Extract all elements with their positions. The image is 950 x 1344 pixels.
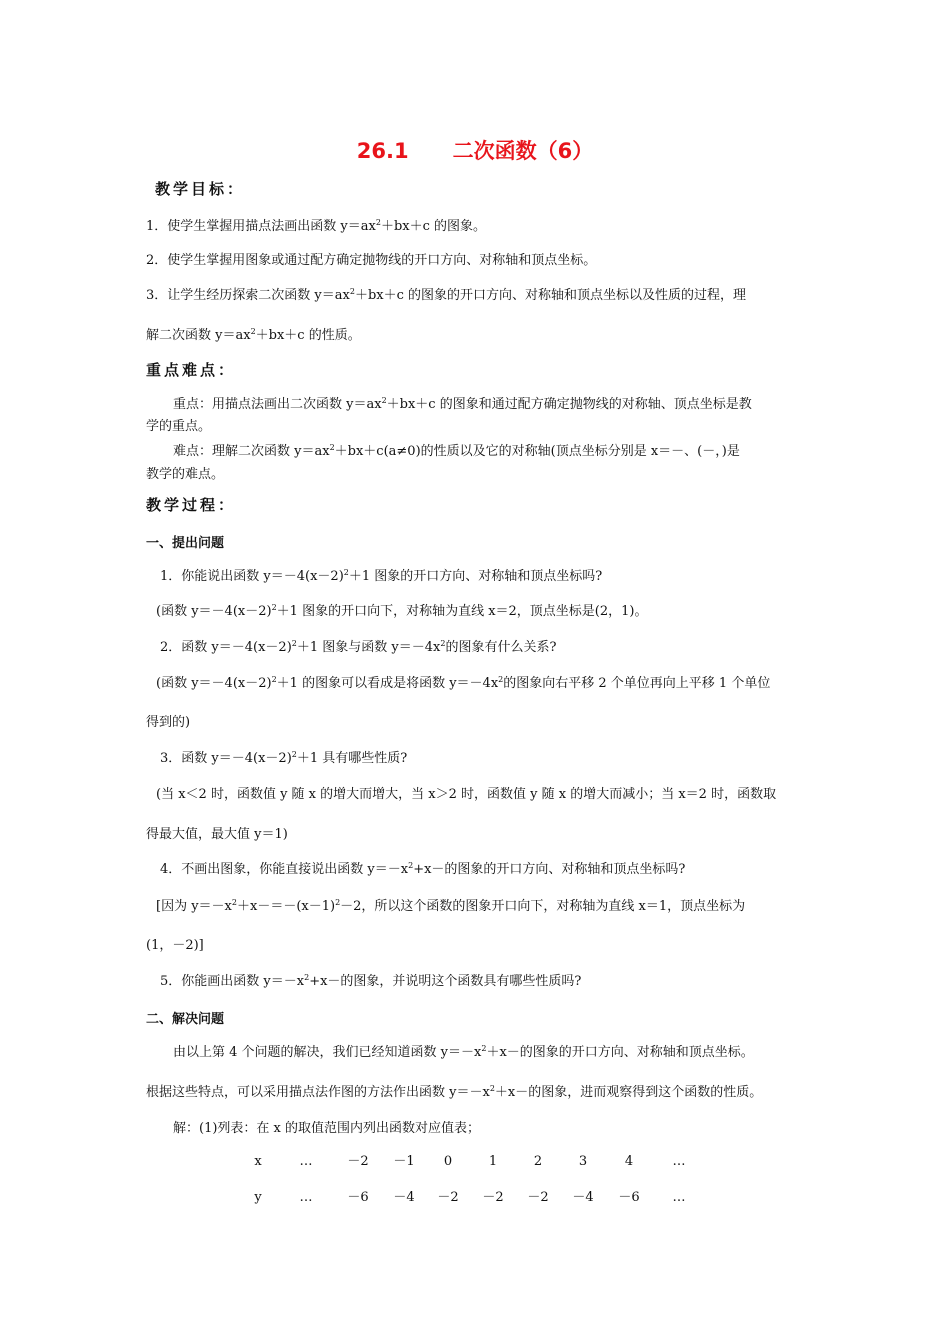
y-cell: －4 (572, 1190, 594, 1205)
objectives-heading: 教学目标： (155, 180, 246, 198)
y-cell: －2 (527, 1190, 549, 1205)
x-cell: 0 (443, 1154, 453, 1169)
part1-title: 一、提出问题 (146, 536, 225, 551)
x-cell: 3 (578, 1154, 588, 1169)
answer-4-continued: (1，－2)] (146, 938, 204, 953)
x-cell: 4 (624, 1154, 634, 1169)
x-cell: －2 (347, 1154, 369, 1169)
focus-line-continued: 学的重点。 (146, 419, 212, 434)
x-cell: 2 (533, 1154, 543, 1169)
y-label: y (254, 1190, 262, 1205)
answer-2-continued: 得到的) (146, 715, 191, 730)
key-points-heading: 重点难点： (146, 361, 237, 379)
answer-3: (当 x＜2 时，函数值 y 随 x 的增大而增大，当 x＞2 时，函数值 y 随 x 的增大而减小；当 x＝2 时，函数取 (156, 787, 777, 802)
objective-3-continued: 解二次函数 $y=ax^2+bx+c$ 的性质。 (146, 327, 361, 343)
x-cell: 1 (488, 1154, 498, 1169)
question-2: 2．函数 $y=-4(x-2)^2+1$ 图象与函数 $y=-4x^2$的图象有什么关系? (160, 639, 557, 655)
part2-title: 二、解决问题 (146, 1012, 225, 1027)
answer-4: [因为 $y=-x^2+x-=-(x-1)^2-2$，所以这个函数的图象开口向下，对称轴为直线 x＝1，顶点坐标为 (156, 898, 746, 914)
process-heading: 教学过程： (146, 496, 237, 514)
difficulty-line: 难点：理解二次函数 $y=ax^2+bx+c(a\ne 0)$的性质以及它的对称轴(顶点坐标分别是 x＝－、(－，)是 (173, 443, 740, 459)
x-cell: … (299, 1154, 313, 1169)
x-label: x (254, 1154, 262, 1169)
y-cell: －6 (618, 1190, 640, 1205)
page-title (0, 138, 950, 164)
objective-1: 1．使学生掌握用描点法画出函数 $y=ax^2+bx+c$ 的图象。 (146, 218, 487, 234)
focus-line: 重点：用描点法画出二次函数 $y=ax^2+bx+c$ 的图象和通过配方确定抛物线的对称轴、顶点坐标是教 (173, 396, 752, 412)
difficulty-line-continued: 教学的难点。 (146, 467, 225, 482)
answer-3-continued: 得最大值，最大值 y＝1) (146, 827, 288, 842)
solve-paragraph-line-2: 根据这些特点，可以采用描点法作图的方法作出函数 $y=-x^2+x-$的图象，进而观察得到这个函数的性质。 (146, 1084, 763, 1100)
objective-2: 2．使学生掌握用图象或通过配方确定抛物线的开口方向、对称轴和顶点坐标。 (146, 253, 597, 268)
section-number: 26.1 (356, 139, 409, 163)
title-text: 二次函数（6） (452, 139, 594, 163)
question-3: 3．函数 $y=-4(x-2)^2+1$ 具有哪些性质? (160, 750, 408, 766)
y-cell: －2 (437, 1190, 459, 1205)
x-cell: －1 (393, 1154, 415, 1169)
x-cell: … (672, 1154, 686, 1169)
y-cell: －6 (347, 1190, 369, 1205)
objective-3: 3．让学生经历探索二次函数 $y=ax^2+bx+c$ 的图象的开口方向、对称轴和顶点坐标以及性质的过程，理 (146, 287, 747, 303)
question-4: 4．不画出图象，你能直接说出函数 $y=-x^2+x-$的图象的开口方向、对称轴和顶点坐标吗? (160, 861, 686, 877)
answer-2: (函数 $y=-4(x-2)^2+1$ 的图象可以看成是将函数 $y=-4x^2$的图象向右平移 2 个单位再向上平移 1 个单位 (156, 675, 771, 691)
answer-1: (函数 $y=-4(x-2)^2+1$ 图象的开口向下，对称轴为直线 x＝2，顶点坐标是(2，1)。 (156, 603, 648, 619)
y-cell: －4 (393, 1190, 415, 1205)
y-cell: … (672, 1190, 686, 1205)
question-1: 1．你能说出函数 $y=-4(x-2)^2+1$ 图象的开口方向、对称轴和顶点坐标吗? (160, 568, 603, 584)
solution-intro: 解：(1)列表：在 x 的取值范围内列出函数对应值表； (173, 1121, 481, 1136)
y-cell: －2 (482, 1190, 504, 1205)
question-5: 5．你能画出函数 $y=-x^2+x-$的图象，并说明这个函数具有哪些性质吗? (160, 973, 582, 989)
y-cell: … (299, 1190, 313, 1205)
solve-paragraph-line-1: 由以上第 4 个问题的解决，我们已经知道函数 $y=-x^2+x-$的图象的开口方向、对称轴和顶点坐标。 (173, 1044, 754, 1060)
